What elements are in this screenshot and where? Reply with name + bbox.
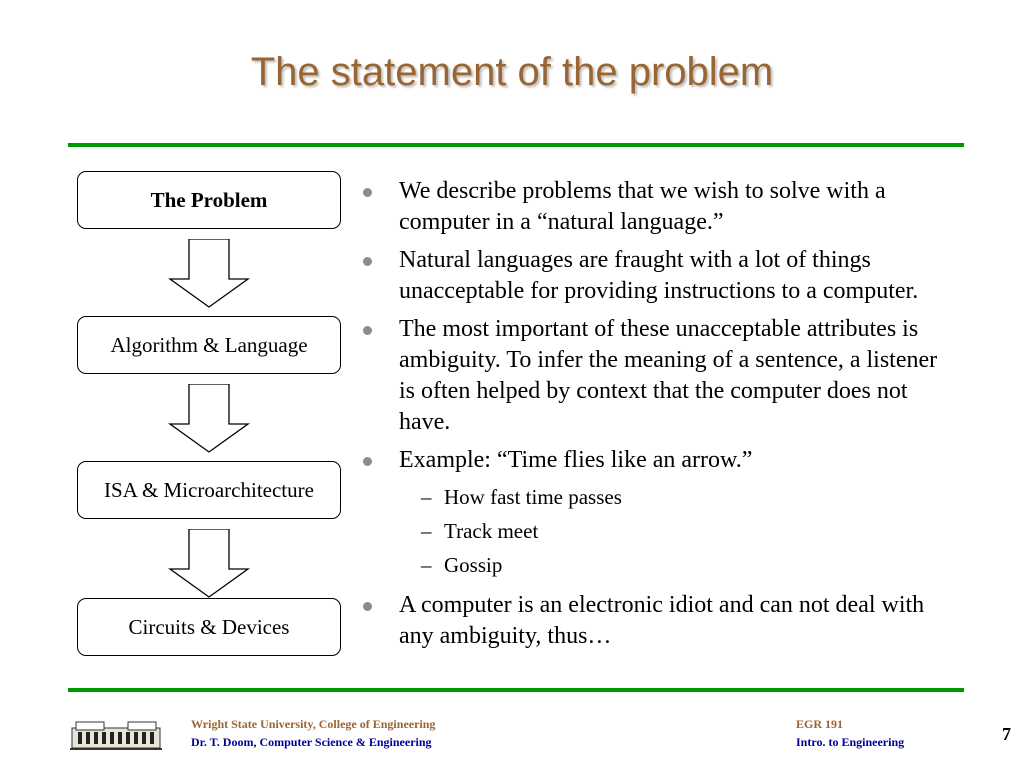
bullet-item [360,445,950,582]
sub-bullet-item [399,480,950,514]
footer-course-name: Intro. to Engineering [796,735,905,749]
box-circuits-devices: Circuits & Devices [77,598,341,656]
footer-institution [191,715,435,751]
sub-bullet-text: How fast time passes [444,485,622,509]
box-isa-microarchitecture: ISA & Microarchitecture [77,461,341,519]
bullet-list [360,176,950,659]
university-building-logo [70,712,162,752]
footer-author: Dr. T. Doom, Computer Science & Engineering [191,735,432,749]
page-number: 7 [1002,724,1011,744]
bullet-text: Natural languages are fraught with a lot of things unacceptable for providing instructions to a computer. [399,247,919,304]
sub-bullet-item [399,548,950,582]
slide-title: The statement of the problem [250,50,774,94]
footer-course [796,715,904,751]
dash-icon: – [421,485,432,509]
footer-course-code: EGR 191 [796,717,844,731]
bottom-divider [68,688,964,692]
bullet-item [360,590,950,652]
sub-bullet-text: Track meet [444,519,539,543]
bullet-dot-icon [363,188,372,197]
bullet-item [360,176,950,238]
bullet-item [360,314,950,438]
box-the-problem: The Problem [77,171,341,229]
dash-icon: – [421,553,432,577]
down-arrow-icon [168,529,250,599]
bullet-dot-icon [363,257,372,266]
sub-bullet-item [399,514,950,548]
bullet-text: We describe problems that we wish to solve with a computer in a “natural language.” [399,178,886,235]
bullet-item [360,245,950,307]
bullet-dot-icon [363,602,372,611]
bullet-dot-icon [363,326,372,335]
down-arrow-icon [168,239,250,309]
sub-bullet-list [399,480,950,582]
bullet-text: The most important of these unacceptable attributes is ambiguity. To infer the meaning of a sentence, a listener is often helped by context that the computer does not have. [399,316,938,435]
footer-college: Wright State University, College of Engineering [191,717,436,731]
box-algorithm-language: Algorithm & Language [77,316,341,374]
dash-icon: – [421,519,432,543]
bullet-text: Example: “Time flies like an arrow.” [399,447,753,473]
abstraction-diagram [0,0,360,680]
down-arrow-icon [168,384,250,454]
bullet-text: A computer is an electronic idiot and can not deal with any ambiguity, thus… [399,592,925,649]
bullet-dot-icon [363,457,372,466]
sub-bullet-text: Gossip [444,553,503,577]
